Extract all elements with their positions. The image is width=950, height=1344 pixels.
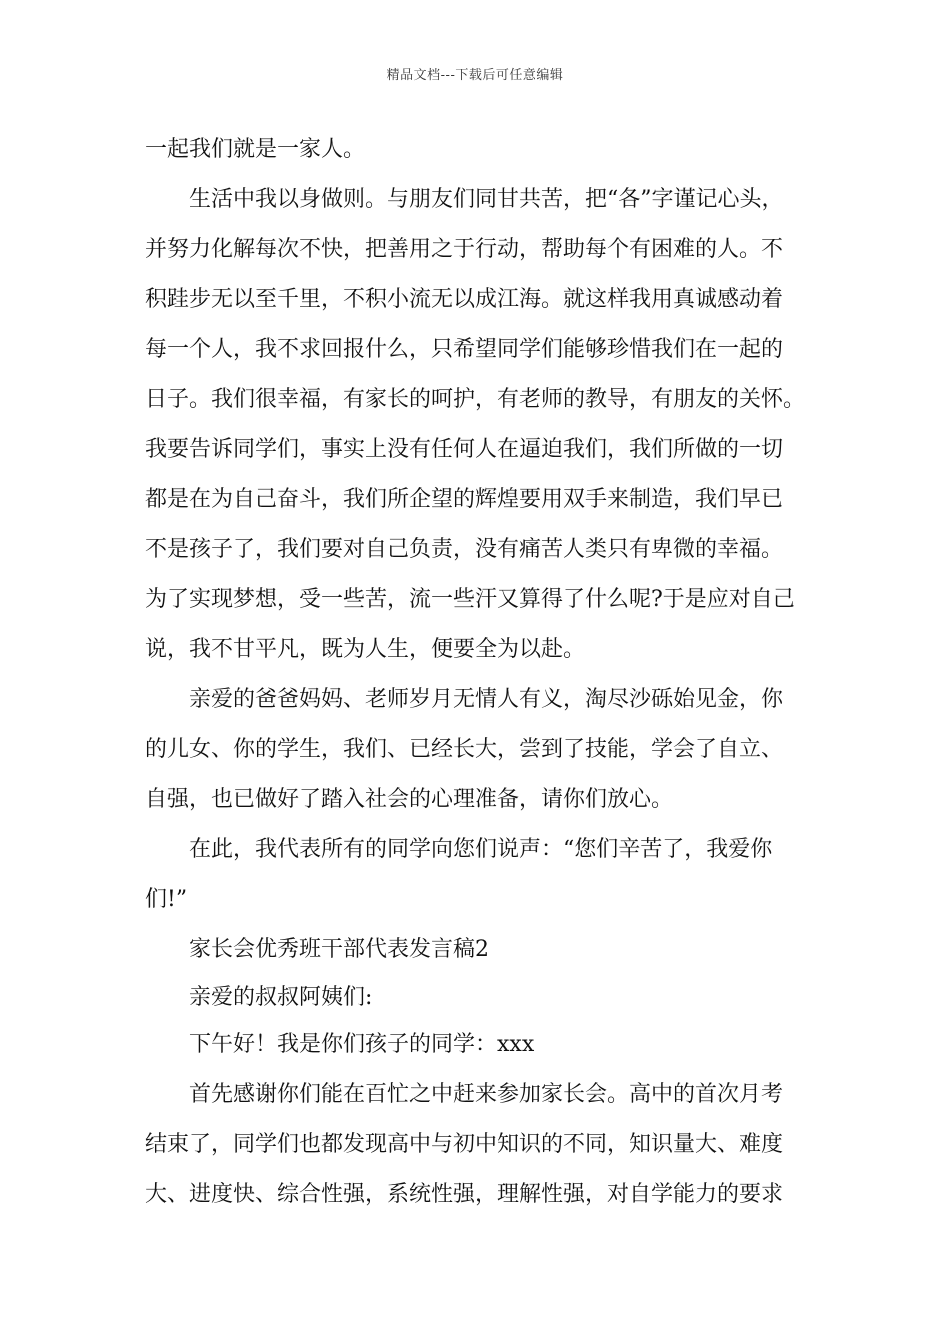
text-line: 结束了，同学们也都发现高中与初中知识的不同，知识量大、难度	[145, 1132, 784, 1157]
text-line: 我要告诉同学们，事实上没有任何人在逼迫我们，我们所做的一切	[145, 437, 784, 462]
salutation: 亲爱的叔叔阿姨们:	[189, 985, 373, 1010]
text-line: 并努力化解每次不快，把善用之于行动，帮助每个有困难的人。不	[145, 237, 784, 262]
section-title: 家长会优秀班干部代表发言稿2	[189, 937, 489, 962]
text-line: 日子。我们很幸福，有家长的呵护，有老师的教导，有朋友的关怀。	[145, 387, 806, 412]
text-line: 大、进度快、综合性强，系统性强，理解性强，对自学能力的要求	[145, 1182, 784, 1207]
text-line: 一起我们就是一家人。	[145, 137, 366, 162]
text-line: 为了实现梦想，受一些苦，流一些汗又算得了什么呢?于是应对自己	[145, 587, 795, 612]
page-header: 精品文档---下载后可任意编辑	[386, 68, 564, 83]
text-line: 不是孩子了，我们要对自己负责，没有痛苦人类只有卑微的幸福。	[145, 537, 784, 562]
text-line: 自强，也已做好了踏入社会的心理准备，请你们放心。	[145, 787, 674, 812]
greeting: 下午好！我是你们孩子的同学：xxx	[189, 1032, 535, 1057]
text-line: 在此，我代表所有的同学向您们说声：“您们辛苦了，我爱你	[189, 837, 773, 862]
text-line: 们!”	[145, 887, 188, 912]
text-line: 都是在为自己奋斗，我们所企望的辉煌要用双手来制造，我们早已	[145, 487, 784, 512]
document-body	[145, 125, 810, 1220]
text-line: 首先感谢你们能在百忙之中赶来参加家长会。高中的首次月考	[189, 1082, 784, 1107]
text-line: 说，我不甘平凡，既为人生，便要全为以赴。	[145, 637, 586, 662]
text-line: 每一个人，我不求回报什么，只希望同学们能够珍惜我们在一起的	[145, 337, 784, 362]
text-line: 亲爱的爸爸妈妈、老师岁月无情人有义，淘尽沙砾始见金，你	[189, 687, 784, 712]
text-line: 积跬步无以至千里，不积小流无以成江海。就这样我用真诚感动着	[145, 287, 784, 312]
text-line: 的儿女、你的学生，我们、已经长大，尝到了技能，学会了自立、	[145, 737, 784, 762]
text-line: 生活中我以身做则。与朋友们同甘共苦，把“各”字谨记心头，	[189, 187, 784, 212]
